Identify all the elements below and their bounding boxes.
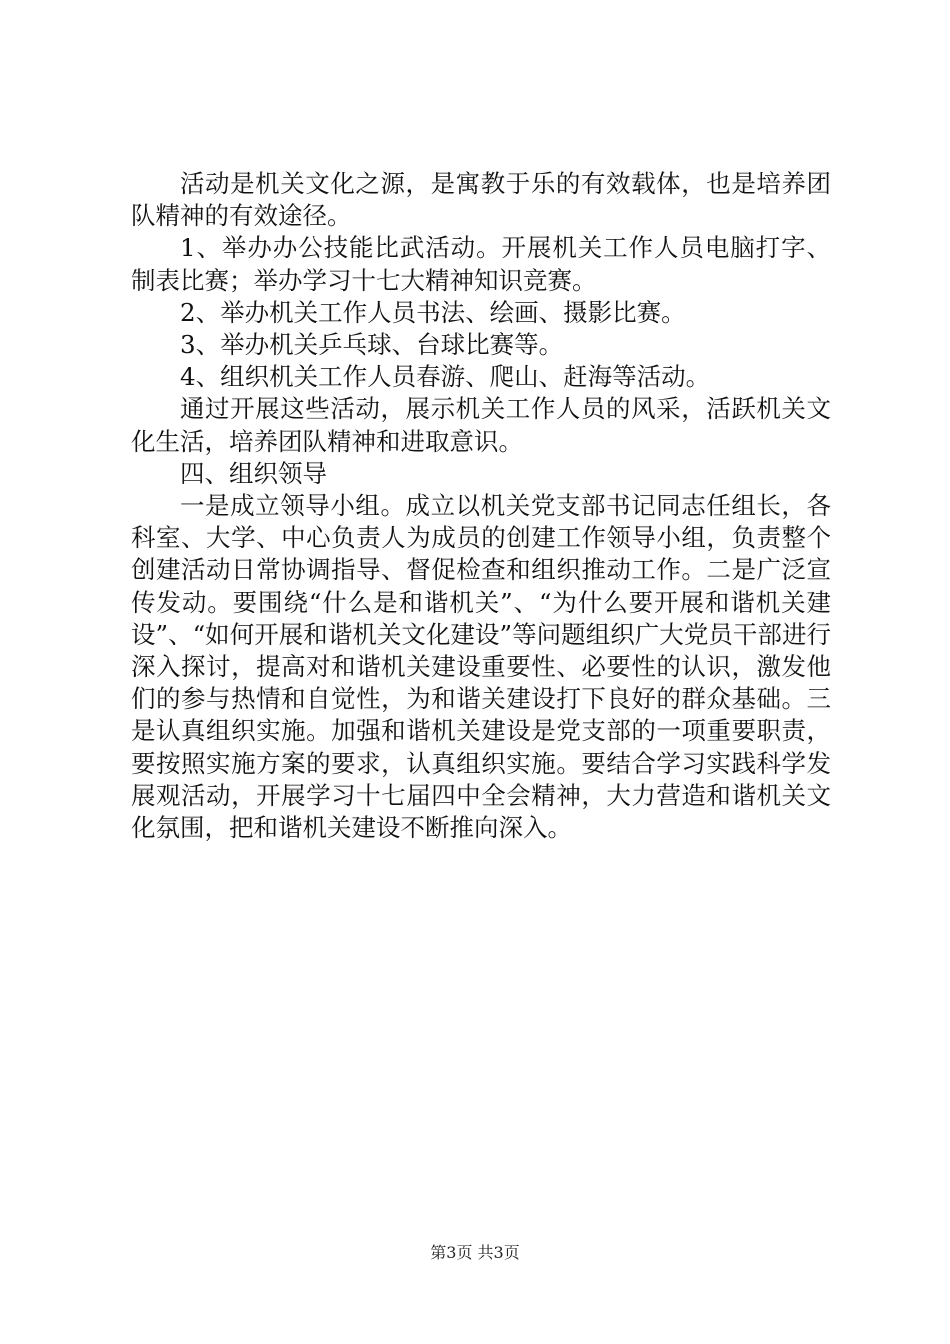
page-number-footer: 第3页 共3页	[430, 1243, 520, 1262]
paragraph-item-1: 1、举办办公技能比武活动。开展机关工作人员电脑打字、制表比赛；举办学习十七大精神知识竞赛。	[131, 233, 831, 295]
paragraph-item-4: 4、组织机关工作人员春游、爬山、赶海等活动。	[180, 362, 711, 392]
paragraph-item-3: 3、举办机关乒乓球、台球比赛等。	[180, 330, 564, 360]
paragraph-item-2: 2、举办机关工作人员书法、绘画、摄影比赛。	[180, 297, 686, 327]
paragraph-activities-summary: 通过开展这些活动，展示机关工作人员的风采，活跃机关文化生活，培养团队精神和进取意识。	[131, 394, 831, 456]
paragraph-activities-intro: 活动是机关文化之源，是寓教于乐的有效载体，也是培养团队精神的有效途径。	[131, 169, 831, 231]
section-heading-organization: 四、组织领导	[180, 458, 327, 488]
document-body	[131, 168, 831, 844]
paragraph-organization-body: 一是成立领导小组。成立以机关党支部书记同志任组长，各科室、大学、中心负责人为成员的创建工作领导小组，负责整个创建活动日常协调指导、督促检查和组织推动工作。二是广泛宣传发动。要围绕“什么是和谐机关”、“为什么要开展和谐机关建设”、“如何开展和谐机关文化建设”等问题组织广大党员干部进行深入探讨，提高对和谐机关建设重要性、必要性的认识，激发他们的参与热情和自觉性，为和谐关建设打下良好的群众基础。三是认真组织实施。加强和谐机关建设是党支部的一项重要职责，要按照实施方案的要求，认真组织实施。要结合学习实践科学发展观活动，开展学习十七届四中全会精神，大力营造和谐机关文化氛围，把和谐机关建设不断推向深入。	[131, 491, 831, 843]
